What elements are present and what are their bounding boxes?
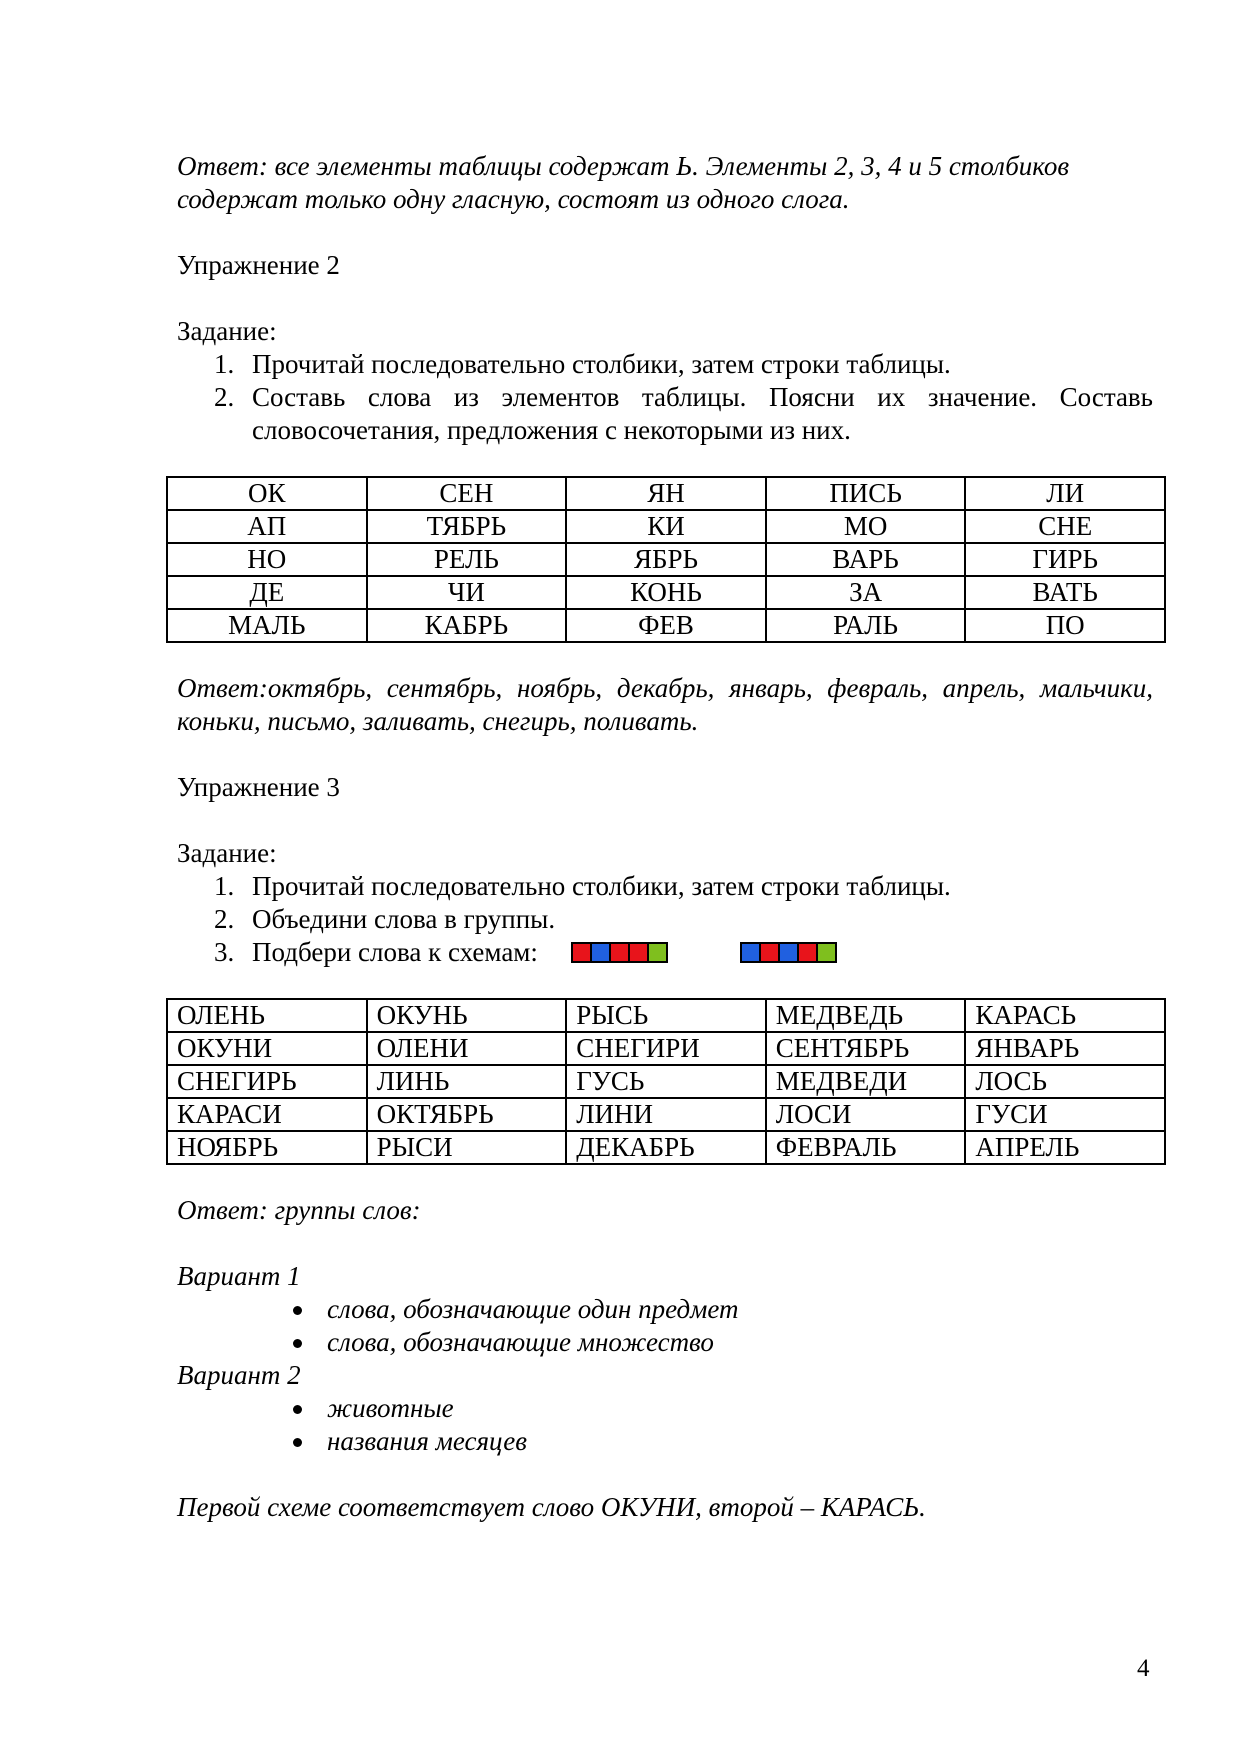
scheme-cell [799, 944, 818, 961]
table-cell: ЛИНЬ [367, 1065, 567, 1098]
table-cell: КОНЬ [566, 576, 766, 609]
bullet-icon [293, 1339, 302, 1348]
table-cell: ВАРЬ [766, 543, 966, 576]
answer1-line2: содержат только одну гласную, состоят из одного слога. [177, 184, 850, 214]
table-row [167, 543, 1165, 576]
list-item: животные [177, 1392, 1153, 1425]
exercise3-title: Упражнение 3 [177, 772, 340, 802]
table-cell: КАБРЬ [367, 609, 567, 642]
table-cell: МЕДВЕДИ [766, 1065, 966, 1098]
list-item: слова, обозначающие один предмет [177, 1293, 1153, 1326]
table-cell: ФЕВ [566, 609, 766, 642]
exercise2-task-list [177, 348, 1153, 447]
table-cell: ДЕКАБРЬ [566, 1131, 766, 1164]
table-cell: ПО [965, 609, 1165, 642]
table-cell: МАЛЬ [167, 609, 367, 642]
scheme-cell [761, 944, 780, 961]
table-cell: СЕНТЯБРЬ [766, 1032, 966, 1065]
exercise2-answer: Ответ:октябрь, сентябрь, ноябрь, декабрь, январь, февраль, апрель, мальчики, коньки, письмо, заливать, снегирь, поливать. [177, 673, 1153, 736]
table-row [167, 609, 1165, 642]
words-table [166, 998, 1166, 1165]
table-cell: РЫСИ [367, 1131, 567, 1164]
exercise3-task-3: 3. Подбери слова к схемам: [177, 936, 1153, 969]
table-row [167, 999, 1165, 1032]
table-cell: МО [766, 510, 966, 543]
syllable-table [166, 476, 1166, 643]
table-cell: ЛОСИ [766, 1098, 966, 1131]
variant2-list [177, 1392, 1153, 1458]
table-row [167, 1065, 1165, 1098]
exercise3-conclusion: Первой схеме соответствует слово ОКУНИ, второй – КАРАСЬ. [177, 1492, 926, 1522]
table-cell: СЕН [367, 477, 567, 510]
table-cell: РЕЛЬ [367, 543, 567, 576]
variant2-title: Вариант 2 [177, 1360, 301, 1390]
table-row [167, 576, 1165, 609]
table-cell: ТЯБРЬ [367, 510, 567, 543]
exercise3-task-list [177, 870, 1153, 969]
table-cell: ОКУНЬ [367, 999, 567, 1032]
table-row [167, 1131, 1165, 1164]
table-cell: СНЕГИРЬ [167, 1065, 367, 1098]
table-cell: ЛОСЬ [965, 1065, 1165, 1098]
table-cell: ЯНВАРЬ [965, 1032, 1165, 1065]
table-cell: ВАТЬ [965, 576, 1165, 609]
exercise3-task-1: 1. Прочитай последовательно столбики, затем строки таблицы. [214, 871, 951, 901]
scheme-cell [592, 944, 611, 961]
table-cell: ОКТЯБРЬ [367, 1098, 567, 1131]
table-cell: НОЯБРЬ [167, 1131, 367, 1164]
scheme-cell [611, 944, 630, 961]
list-item: слова, обозначающие множество [177, 1326, 1153, 1359]
table-row [167, 477, 1165, 510]
exercise2-task-2: 2. Составь слова из элементов таблицы. Поясни их значение. Составь словосочетания, предложения с некоторыми из них. [214, 382, 1153, 445]
table-cell: ГУСЬ [566, 1065, 766, 1098]
scheme-cell [780, 944, 799, 961]
table-cell: ЛИ [965, 477, 1165, 510]
table-cell: ЛИНИ [566, 1098, 766, 1131]
table-cell: АПРЕЛЬ [965, 1131, 1165, 1164]
bullet-icon [293, 1306, 302, 1315]
exercise2-title: Упражнение 2 [177, 250, 340, 280]
variant1-title: Вариант 1 [177, 1261, 301, 1291]
table-cell: МЕДВЕДЬ [766, 999, 966, 1032]
list-item: названия месяцев [177, 1425, 1153, 1458]
exercise2-task-1: 1. Прочитай последовательно столбики, затем строки таблицы. [214, 349, 951, 379]
table-cell: ОК [167, 477, 367, 510]
exercise2-task-label: Задание: [177, 316, 277, 346]
table-cell: ДЕ [167, 576, 367, 609]
scheme-cell [742, 944, 761, 961]
scheme-cell [818, 944, 835, 961]
table-cell: КАРАСЬ [965, 999, 1165, 1032]
scheme-cell [649, 944, 666, 961]
table-row [167, 1098, 1165, 1131]
table-cell: АП [167, 510, 367, 543]
table-cell: ОКУНИ [167, 1032, 367, 1065]
table-cell: ЧИ [367, 576, 567, 609]
table-cell: ЯБРЬ [566, 543, 766, 576]
table-cell: КИ [566, 510, 766, 543]
bullet-icon [293, 1438, 302, 1447]
table-cell: НО [167, 543, 367, 576]
table-cell: КАРАСИ [167, 1098, 367, 1131]
table-cell: ОЛЕНЬ [167, 999, 367, 1032]
page-number: 4 [1137, 1655, 1150, 1682]
table-cell: ФЕВРАЛЬ [766, 1131, 966, 1164]
table-cell: ПИСЬ [766, 477, 966, 510]
table-cell: СНЕ [965, 510, 1165, 543]
variant1-list [177, 1293, 1153, 1359]
table-row [167, 510, 1165, 543]
table-cell: ОЛЕНИ [367, 1032, 567, 1065]
table-cell: ГУСИ [965, 1098, 1165, 1131]
table-cell: ЗА [766, 576, 966, 609]
table-cell: РЫСЬ [566, 999, 766, 1032]
table-cell: ГИРЬ [965, 543, 1165, 576]
exercise3-answer-title: Ответ: группы слов: [177, 1195, 421, 1225]
exercise3-task-label: Задание: [177, 838, 277, 868]
table-cell: ЯН [566, 477, 766, 510]
table-cell: СНЕГИРИ [566, 1032, 766, 1065]
word-scheme-2 [740, 942, 837, 963]
scheme-cell [573, 944, 592, 961]
word-scheme-1 [571, 942, 668, 963]
scheme-cell [630, 944, 649, 961]
table-cell: РАЛЬ [766, 609, 966, 642]
exercise3-task-2: 2. Объедини слова в группы. [214, 904, 556, 934]
table-row [167, 1032, 1165, 1065]
page-content [177, 150, 1153, 1524]
answer1-line1: Ответ: все элементы таблицы содержат Ь. Элементы 2, 3, 4 и 5 столбиков [177, 151, 1070, 181]
bullet-icon [293, 1405, 302, 1414]
